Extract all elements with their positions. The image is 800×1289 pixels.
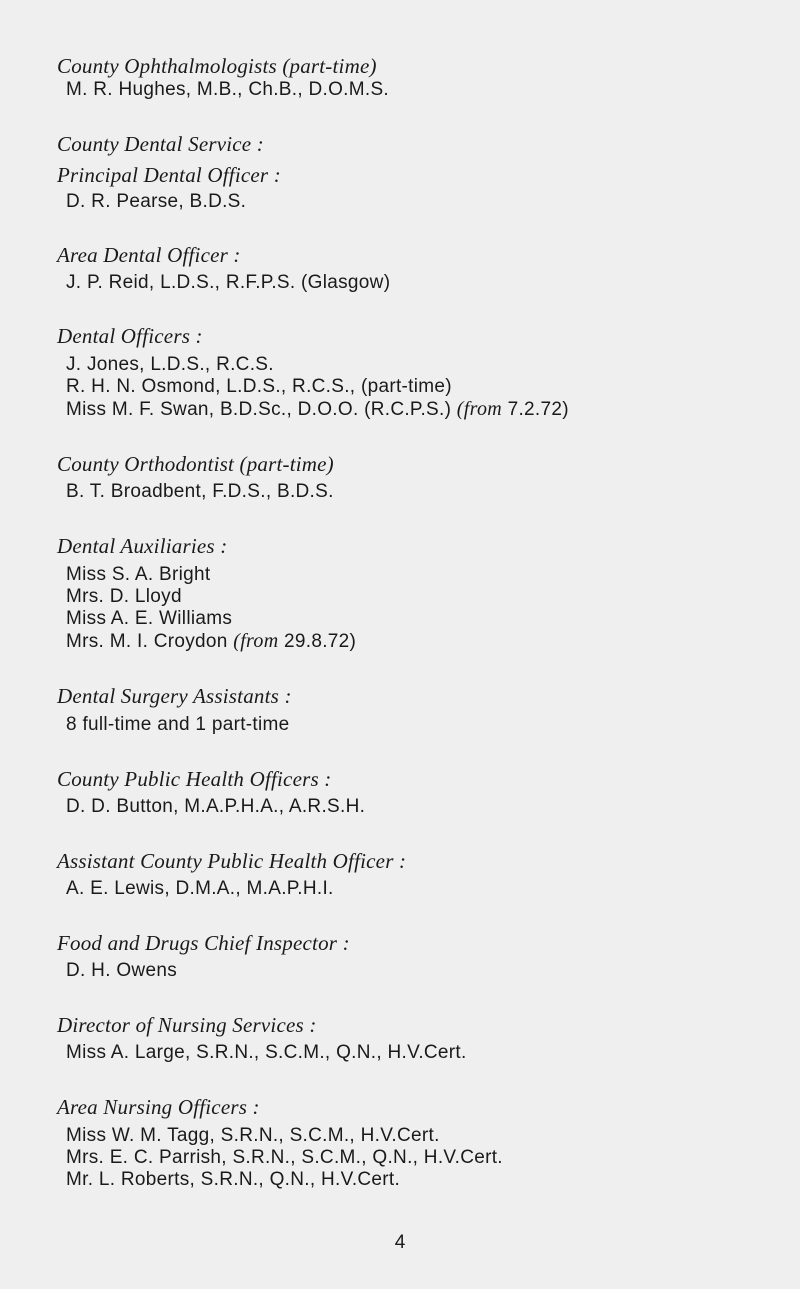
staff-entry: Mrs. E. C. Parrish, S.R.N., S.C.M., Q.N., H.V.Cert. [66, 1147, 503, 1168]
section-surgery-assistants [57, 684, 797, 736]
section-heading: County Orthodontist (part-time) [57, 452, 334, 476]
staff-entry: Miss M. F. Swan, B.D.Sc., D.O.O. (R.C.P.S.) (from 7.2.72) [66, 398, 569, 420]
staff-entry: Mr. L. Roberts, S.R.N., Q.N., H.V.Cert. [66, 1169, 401, 1190]
staff-entry: Miss A. Large, S.R.N., S.C.M., Q.N., H.V.Cert. [66, 1042, 467, 1063]
staff-entry: Miss A. E. Williams [66, 608, 233, 629]
staff-list-page [57, 54, 797, 1191]
section-food-drugs-inspector [57, 931, 797, 982]
section-heading: Food and Drugs Chief Inspector : [57, 931, 350, 955]
staff-entry: R. H. N. Osmond, L.D.S., R.C.S., (part-time) [66, 376, 452, 397]
section-ophthalmologists [57, 54, 797, 101]
section-heading: Dental Officers : [57, 324, 203, 348]
section-dental-service [57, 132, 797, 213]
section-area-dental-officer [57, 243, 797, 294]
section-dental-auxiliaries [57, 534, 797, 653]
staff-entry: D. D. Button, M.A.P.H.A., A.R.S.H. [66, 796, 366, 817]
staff-entry: B. T. Broadbent, F.D.S., B.D.S. [66, 481, 334, 502]
section-heading: Dental Surgery Assistants : [57, 684, 292, 708]
staff-entry: Miss W. M. Tagg, S.R.N., S.C.M., H.V.Cert. [66, 1125, 440, 1146]
staff-entry: A. E. Lewis, D.M.A., M.A.P.H.I. [66, 878, 334, 899]
staff-entry: J. Jones, L.D.S., R.C.S. [66, 354, 274, 375]
staff-entry: Miss S. A. Bright [66, 564, 211, 585]
section-assistant-public-health-officer [57, 849, 797, 900]
section-heading: Area Dental Officer : [57, 243, 241, 267]
section-orthodontist [57, 452, 797, 503]
section-heading: Dental Auxiliaries : [57, 534, 228, 558]
staff-entry: J. P. Reid, L.D.S., R.F.P.S. (Glasgow) [66, 272, 391, 293]
section-nursing-director [57, 1013, 797, 1064]
section-heading: Assistant County Public Health Officer : [57, 849, 407, 873]
sub-heading: Principal Dental Officer : [57, 163, 281, 187]
section-heading: County Ophthalmologists (part-time) [57, 54, 377, 78]
staff-entry: D. H. Owens [66, 960, 177, 981]
staff-entry: M. R. Hughes, M.B., Ch.B., D.O.M.S. [66, 79, 390, 100]
page-number: 4 [394, 1232, 406, 1253]
section-heading: Director of Nursing Services : [57, 1013, 317, 1037]
staff-entry: Mrs. M. I. Croydon (from 29.8.72) [66, 630, 357, 652]
section-public-health-officers [57, 767, 797, 818]
staff-entry: Mrs. D. Lloyd [66, 586, 182, 607]
staff-entry: D. R. Pearse, B.D.S. [66, 191, 247, 212]
section-heading: Area Nursing Officers : [57, 1095, 260, 1119]
section-area-nursing-officers [57, 1095, 797, 1191]
section-dental-officers [57, 324, 797, 421]
staff-entry: 8 full-time and 1 part-time [66, 714, 290, 735]
section-heading: County Dental Service : [57, 132, 264, 156]
section-heading: County Public Health Officers : [57, 767, 332, 791]
